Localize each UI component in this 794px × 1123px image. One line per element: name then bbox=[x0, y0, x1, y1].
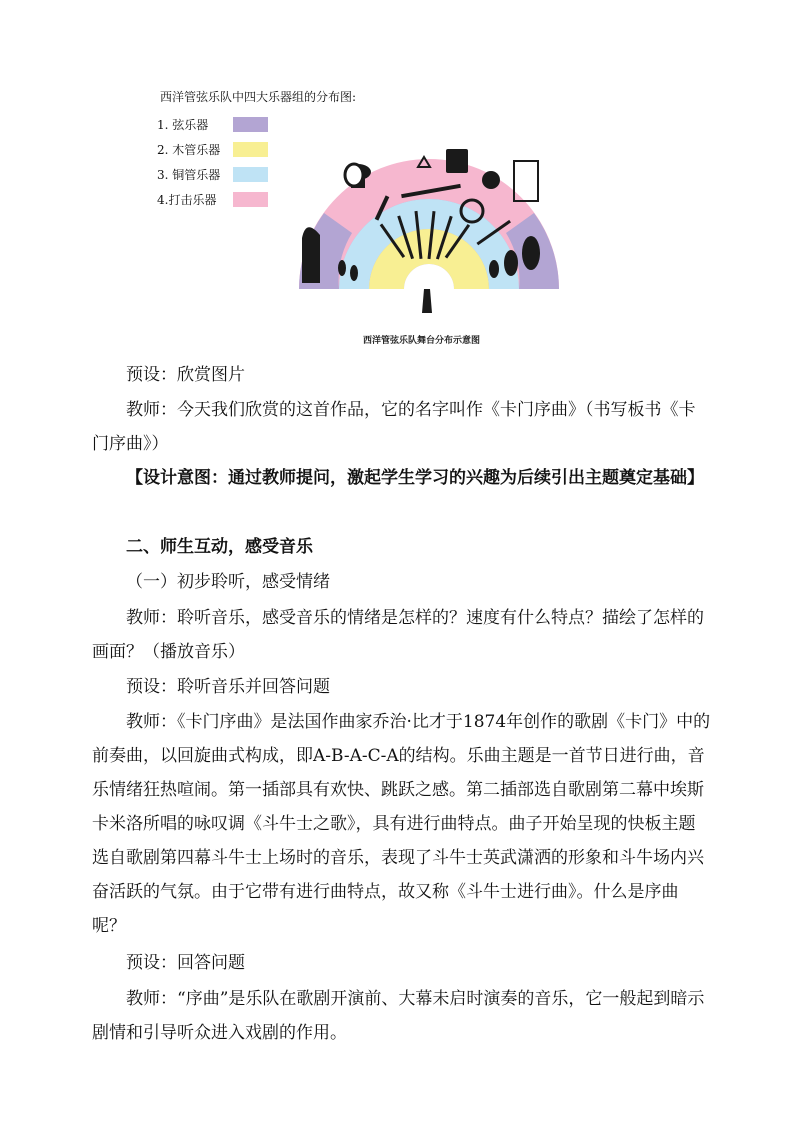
figure-title: 西洋管弦乐队中四大乐器组的分布图: bbox=[160, 90, 357, 104]
section-heading: 二、师生互动，感受音乐 bbox=[126, 537, 313, 557]
legend-item-brass bbox=[157, 162, 268, 187]
legend-item-woodwinds bbox=[157, 137, 268, 162]
legend-swatch bbox=[233, 192, 268, 207]
paragraph-teacher-3: 教师：《卡门序曲》是法国作曲家乔治·比才于1874年创作的歌剧《卡门》中的前奏曲，以回旋曲式构成，即A-B-A-C-A的结构。乐曲主题是一首节日进行曲，音乐情绪狂热喧闹。第一插部具有欢快、跳跃之感。第二插部选自歌剧第二幕中埃斯卡米洛所唱的咏叹调《斗牛士之歌》，具有进行曲特点。曲子开始呈现的快板主题选自歌剧第四幕斗牛士上场时的音乐，表现了斗牛士英武潇洒的形象和斗牛场内兴奋活跃的气氛。由于它带有进行曲特点，故又称《斗牛士进行曲》。什么是序曲呢？ bbox=[92, 712, 711, 936]
paragraph-preset-2: 预设：聆听音乐并回答问题 bbox=[126, 677, 330, 697]
legend-item-strings bbox=[157, 112, 268, 137]
legend-label: 3. 铜管乐器 bbox=[157, 168, 221, 182]
legend-label: 1. 弦乐器 bbox=[157, 118, 209, 132]
orchestra-seating-diagram bbox=[296, 143, 562, 323]
paragraph-teacher-1: 教师：今天我们欣赏的这首作品，它的名字叫作《卡门序曲》（书写板书《卡门序曲》） bbox=[92, 400, 696, 454]
legend-swatch bbox=[233, 142, 268, 157]
paragraph-preset-1: 预设：欣赏图片 bbox=[126, 365, 245, 385]
figure-caption: 西洋管弦乐队舞台分布示意图 bbox=[363, 336, 481, 346]
legend bbox=[157, 112, 268, 212]
subsection-heading: （一）初步聆听，感受情绪 bbox=[126, 572, 330, 592]
legend-swatch bbox=[233, 117, 268, 132]
paragraph-teacher-4: 教师：“序曲”是乐队在歌剧开演前、大幕未启时演奏的音乐，它一般起到暗示剧情和引导听众进入戏剧的作用。 bbox=[92, 989, 705, 1043]
legend-label: 2. 木管乐器 bbox=[157, 143, 221, 157]
design-intent: 【设计意图：通过教师提问，激起学生学习的兴趣为后续引出主题奠定基础】 bbox=[126, 468, 704, 488]
legend-item-percussion bbox=[157, 187, 268, 212]
legend-swatch bbox=[233, 167, 268, 182]
legend-label: 4.打击乐器 bbox=[157, 193, 217, 207]
paragraph-preset-3: 预设：回答问题 bbox=[126, 953, 245, 973]
paragraph-teacher-2: 教师：聆听音乐，感受音乐的情绪是怎样的？速度有什么特点？描绘了怎样的画面？（播放音乐） bbox=[92, 608, 704, 662]
